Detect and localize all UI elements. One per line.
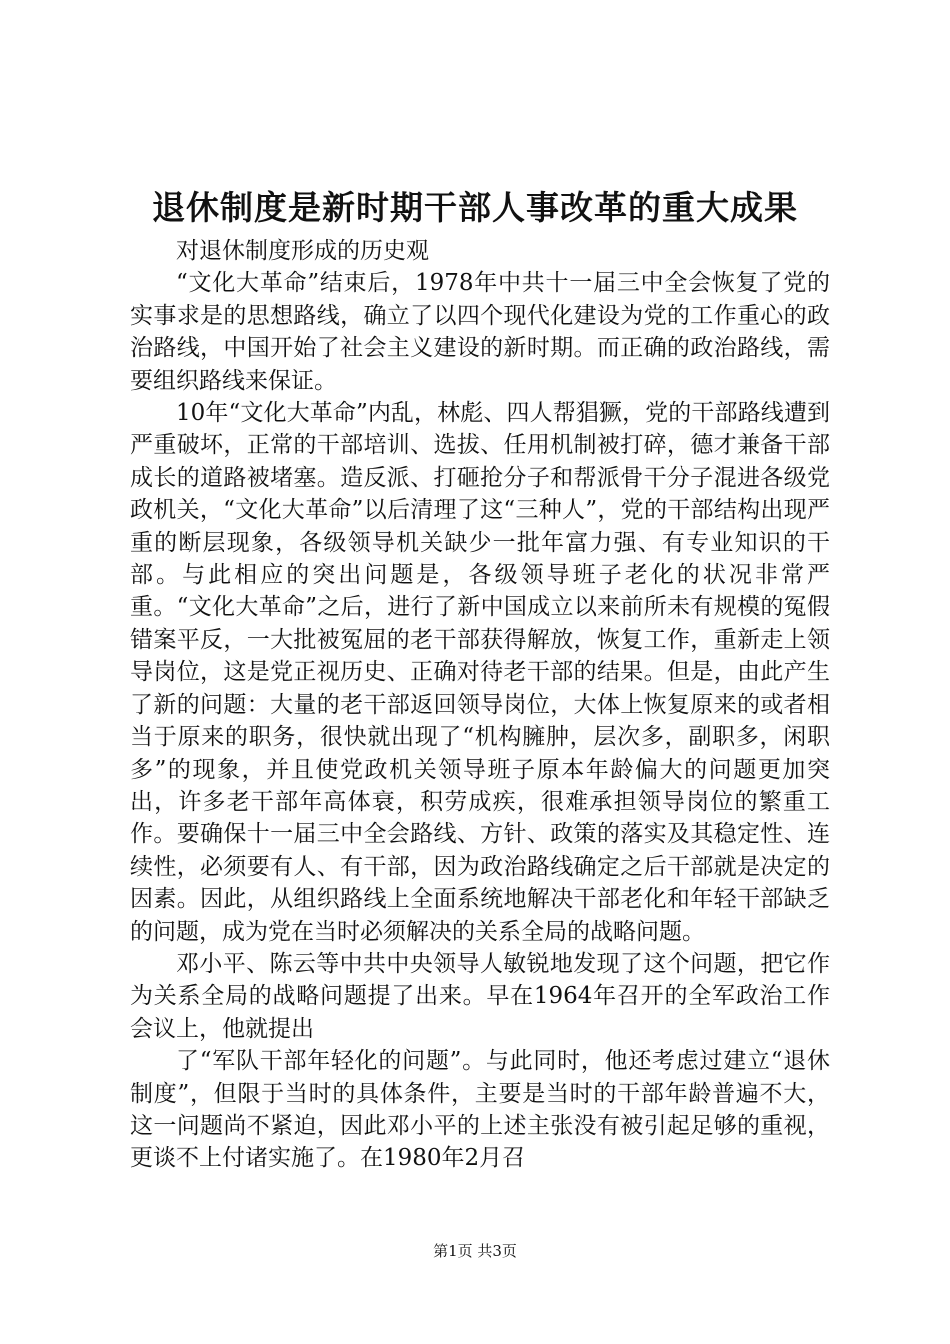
paragraph: 10年“文化大革命”内乱，林彪、四人帮猖獗，党的干部路线遭到严重破坏，正常的干部培训、选拔、任用机制被打碎，德才兼备干部成长的道路被堵塞。造反派、打砸抢分子和帮派骨干分子混进各级党政机关，“文化大革命”以后清理了这“三种人”，党的干部结构出现严重的断层现象，各级领导机关缺少一批年富力强、有专业知识的干部。与此相应的突出问题是，各级领导班子老化的状况非常严重。“文化大革命”之后，进行了新中国成立以来前所未有规模的冤假错案平反，一大批被冤屈的老干部获得解放，恢复工作，重新走上领导岗位，这是党正视历史、正确对待老干部的结果。但是，由此产生了新的问题：大量的老干部返回领导岗位，大体上恢复原来的或者相当于原来的职务，很快就出现了“机构臃肿，层次多，副职多，闲职多”的现象，并且使党政机关领导班子原本年龄偏大的问题更加突出，许多老干部年高体衰，积劳成疾，很难承担领导岗位的繁重工作。要确保十一届三中全会路线、方针、政策的落实及其稳定性、连续性，必须要有人、有干部，因为政治路线确定之后干部就是决定的因素。因此，从组织路线上全面系统地解决干部老化和年轻干部缺乏的问题，成为党在当时必须解决的关系全局的战略问题。	[130, 400, 830, 945]
page-number-footer: 第1页 共3页	[433, 1242, 517, 1260]
document-body	[130, 235, 830, 1175]
paragraph: “文化大革命”结束后，1978年中共十一届三中全会恢复了党的实事求是的思想路线，确立了以四个现代化建设为党的工作重心的政治路线，中国开始了社会主义建设的新时期。而正确的政治路线，需要组织路线来保证。	[130, 270, 830, 394]
section-heading: 对退休制度形成的历史观	[176, 238, 429, 264]
paragraph: 邓小平、陈云等中共中央领导人敏锐地发现了这个问题，把它作为关系全局的战略问题提了出来。早在1964年召开的全军政治工作会议上，他就提出	[130, 950, 830, 1042]
document-title: 退休制度是新时期干部人事改革的重大成果	[152, 188, 798, 227]
paragraph: 了“军队干部年轻化的问题”。与此同时，他还考虑过建立“退休制度”，但限于当时的具体条件，主要是当时的干部年龄普遍不大，这一问题尚不紧迫，因此邓小平的上述主张没有被引起足够的重视，更谈不上付诸实施了。在1980年2月召	[130, 1048, 830, 1172]
